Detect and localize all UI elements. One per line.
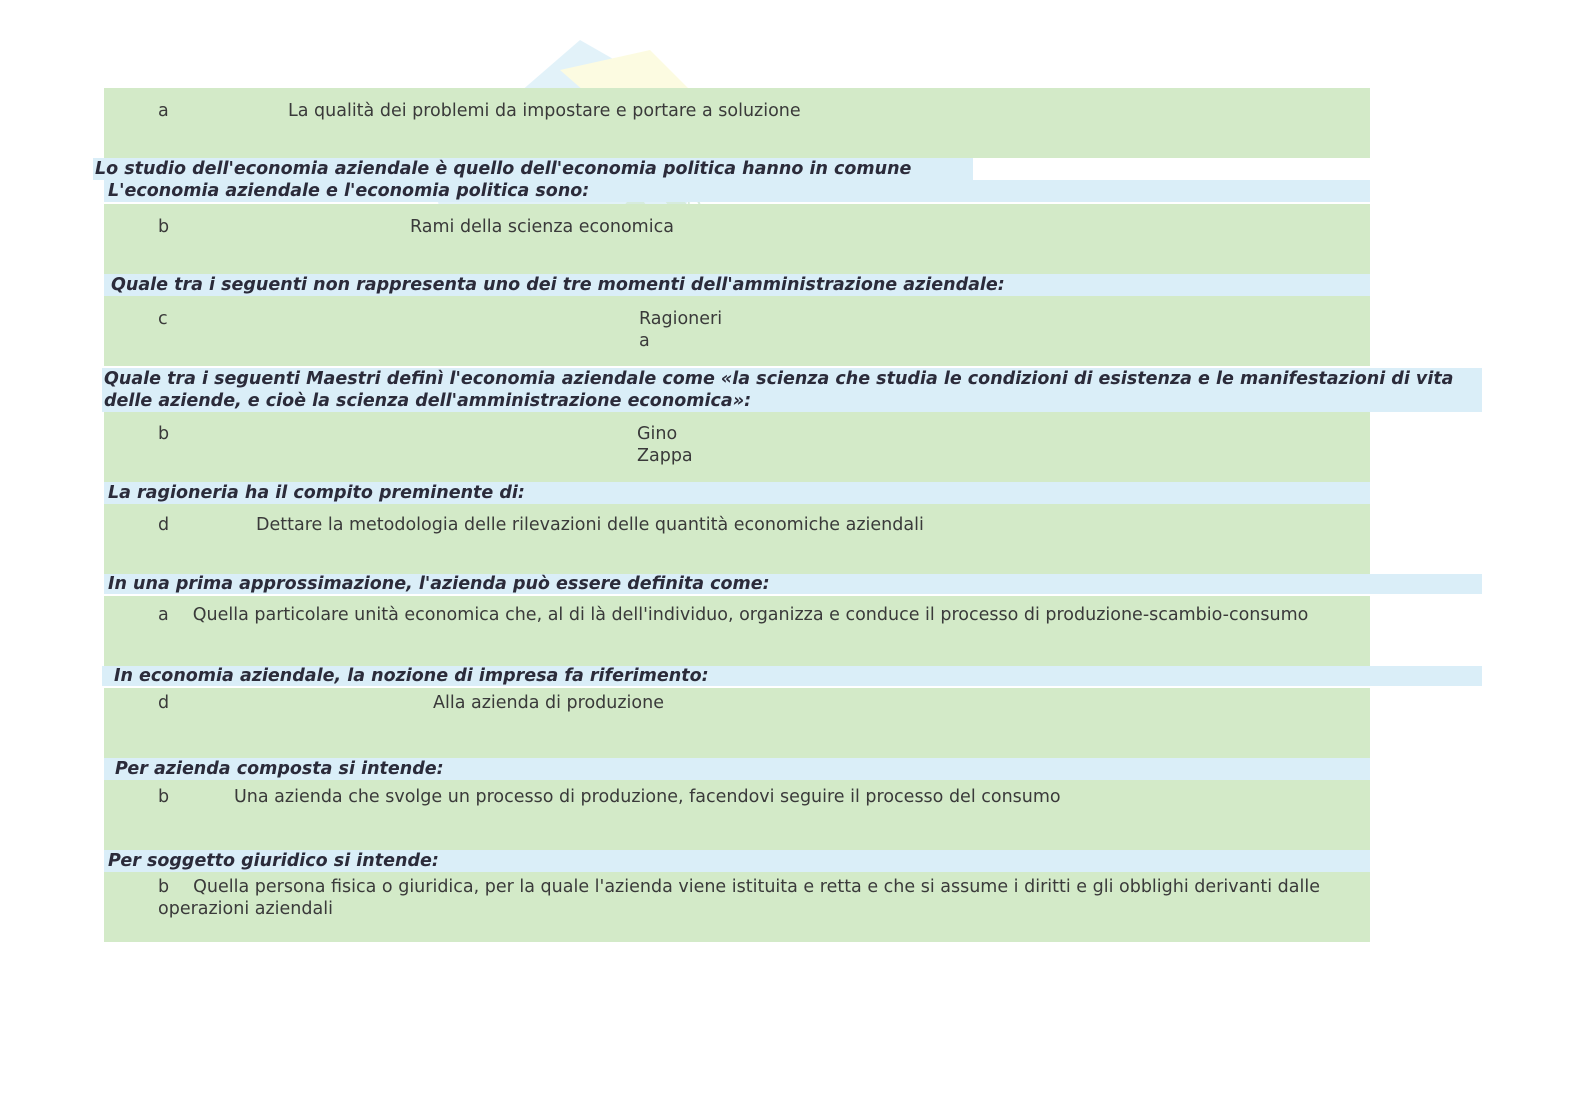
question-text: In una prima approssimazione, l'azienda può essere definita come: [108, 574, 770, 594]
question-text: La ragioneria ha il compito preminente di: [108, 483, 525, 503]
answer-letter: d [158, 693, 170, 713]
answer-letter: b [158, 787, 170, 807]
question-row [104, 482, 1370, 504]
question-row [102, 368, 1482, 412]
question-text: Quale tra i seguenti Maestri definì l'economia aziendale come «la scienza che studia le condizioni di esistenza e le manifestazioni di vita delle aziende, e cioè la scienza dell'amministrazione economica»: [104, 369, 1454, 411]
answer-letter: c [158, 309, 168, 329]
answer-text-content: Quella persona fisica o giuridica, per la quale l'azienda viene istituita e retta e che si assume i diritti e gli obblighi derivanti dalle operazioni aziendali [158, 877, 1320, 919]
question-text: In economia aziendale, la nozione di impresa fa riferimento: [114, 666, 709, 686]
answer-letter: b [158, 217, 170, 237]
answer-letter: d [158, 515, 170, 535]
answer-letter: b [158, 424, 170, 444]
answer-text: Alla azienda di produzione [433, 693, 664, 713]
answer-row [104, 504, 1370, 574]
question-row [104, 274, 1370, 296]
question-row [102, 666, 1482, 686]
answer-row [104, 688, 1370, 758]
question-row [104, 180, 1370, 202]
question-text: Per azienda composta si intende: [115, 759, 444, 779]
answer-row [104, 780, 1370, 850]
answer-text: Gino Zappa [637, 424, 693, 466]
answer-text-content: Quella particolare unità economica che, al di là dell'individuo, organizza e conduce il processo di produzione-scambio-consumo [192, 605, 1309, 625]
question-text: Lo studio dell'economia aziendale è quello dell'economia politica hanno in comune [95, 159, 912, 179]
answer-letter: b [158, 877, 170, 897]
answer-letter: a [158, 605, 169, 625]
question-text: L'economia aziendale e l'economia politica sono: [108, 181, 590, 201]
answer-text: La qualità dei problemi da impostare e portare a soluzione [288, 101, 801, 121]
question-row [104, 574, 1482, 594]
answer-text: Ragioneria [639, 309, 723, 351]
question-row [93, 158, 973, 180]
question-row [104, 758, 1370, 780]
answer-text: Rami della scienza economica [410, 217, 674, 237]
answer-letter: a [158, 101, 169, 121]
answer-row [104, 204, 1370, 274]
answer-row [104, 296, 1370, 366]
answer-row [104, 412, 1370, 482]
answer-text [158, 604, 1338, 626]
answer-text: Dettare la metodologia delle rilevazioni delle quantità economiche aziendali [256, 515, 924, 535]
answer-row [104, 872, 1370, 942]
question-text: Per soggetto giuridico si intende: [108, 851, 439, 871]
answer-row [104, 596, 1370, 666]
answer-text [158, 876, 1358, 920]
answer-text: Una azienda che svolge un processo di produzione, facendovi seguire il processo del consumo [234, 787, 1061, 807]
answer-row [104, 88, 1370, 158]
question-text: Quale tra i seguenti non rappresenta uno dei tre momenti dell'amministrazione aziendale: [111, 275, 1005, 295]
question-row [104, 850, 1370, 872]
